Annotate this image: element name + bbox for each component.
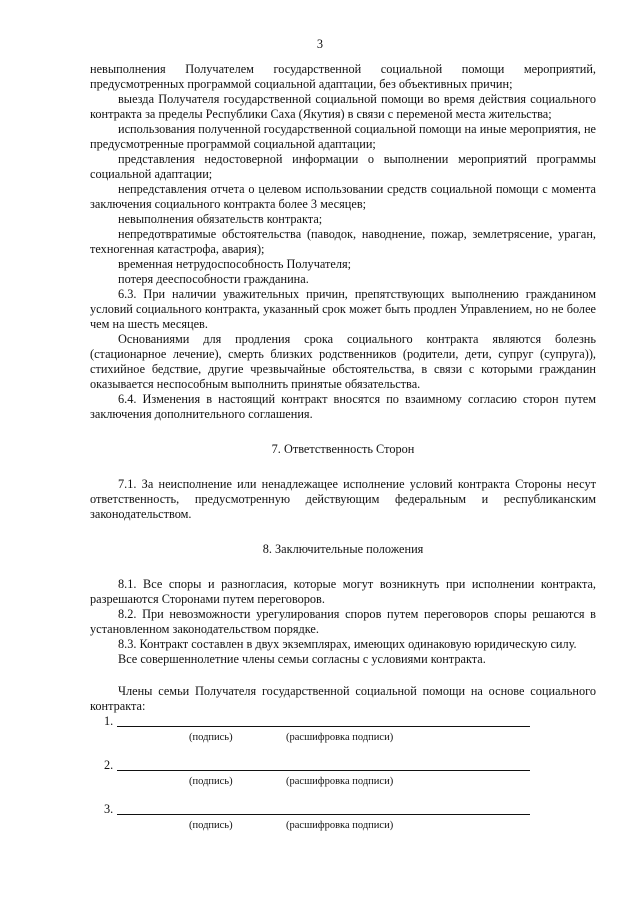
page-number: 3 [316,37,324,51]
signature-block-2 [90,758,596,787]
paragraph: невыполнения обязательств контракта; [118,212,323,226]
caption-signature: (подпись) [189,820,233,831]
signature-number: 2. [104,758,114,772]
signature-number: 1. [104,714,114,728]
paragraph: представления недостоверной информации о выполнении мероприятий программы социальной адаптации; [90,152,596,181]
caption-signature: (подпись) [189,776,233,787]
paragraph: потеря дееспособности гражданина. [118,272,309,286]
paragraph: временная нетрудоспособность Получателя; [118,257,352,271]
section-7-heading: 7. Ответственность Сторон [271,442,415,456]
paragraph: выезда Получателя государственной социальной помощи во время действия социального контракта за пределы Республики Саха (Якутия) в связи с переменой места жительства; [90,92,596,121]
paragraph: Основаниями для продления срока социального контракта являются болезнь (стационарное лечение), смерть близких родственников (родители, дети, супруг (супруга)), стихийное бедствие, другие чрезвычайные обстоятельства, в связи с которыми гражданин оказывается неспособным выполнить принятые обязательства. [90,332,596,391]
caption-decoding: (расшифровка подписи) [286,732,394,743]
caption-decoding: (расшифровка подписи) [286,820,394,831]
signature-line[interactable] [117,726,530,727]
caption-decoding: (расшифровка подписи) [286,776,394,787]
signature-line[interactable] [117,770,530,771]
members-intro: Члены семьи Получателя государственной социальной помощи на основе социального контракта: [90,684,596,713]
paragraph: Все совершеннолетние члены семьи согласны с условиями контракта. [118,652,486,666]
signature-block-1 [90,714,596,743]
paragraph-7-1: 7.1. За неисполнение или ненадлежащее исполнение условий контракта Стороны несут ответственность, предусмотренную действующим федеральным и республиканским законодательством. [90,477,596,521]
paragraph: непредставления отчета о целевом использовании средств социальной помощи с момента заключения социального контракта более 3 месяцев; [90,182,596,211]
document-body [90,62,596,831]
signature-block-3 [90,802,596,831]
paragraph-6-4: 6.4. Изменения в настоящий контракт вносятся по взаимному согласию сторон путем заключения дополнительного соглашения. [90,392,596,421]
signature-line[interactable] [117,814,530,815]
signature-number: 3. [104,802,114,816]
section-8-heading: 8. Заключительные положения [262,542,424,556]
paragraph: использования полученной государственной социальной помощи на иные мероприятия, не предусмотренные программой социальной адаптации; [90,122,596,151]
paragraph-6-3: 6.3. При наличии уважительных причин, препятствующих выполнению гражданином условий социального контракта, указанный срок может быть продлен Управлением, но не более чем на шесть месяцев. [90,287,596,331]
paragraph-8-2: 8.2. При невозможности урегулирования споров путем переговоров споры решаются в установленном законодательством порядке. [90,607,596,636]
paragraph: непредотвратимые обстоятельства (паводок, наводнение, пожар, землетрясение, ураган, техногенная катастрофа, авария); [90,227,596,256]
paragraph: невыполнения Получателем государственной социальной помощи мероприятий, предусмотренных программой социальной адаптации, без объективных причин; [90,62,596,91]
caption-signature: (подпись) [189,732,233,743]
paragraph-8-1: 8.1. Все споры и разногласия, которые могут возникнуть при исполнении контракта, разрешаются Сторонами путем переговоров. [90,577,596,606]
paragraph-8-3: 8.3. Контракт составлен в двух экземплярах, имеющих одинаковую юридическую силу. [118,637,577,651]
